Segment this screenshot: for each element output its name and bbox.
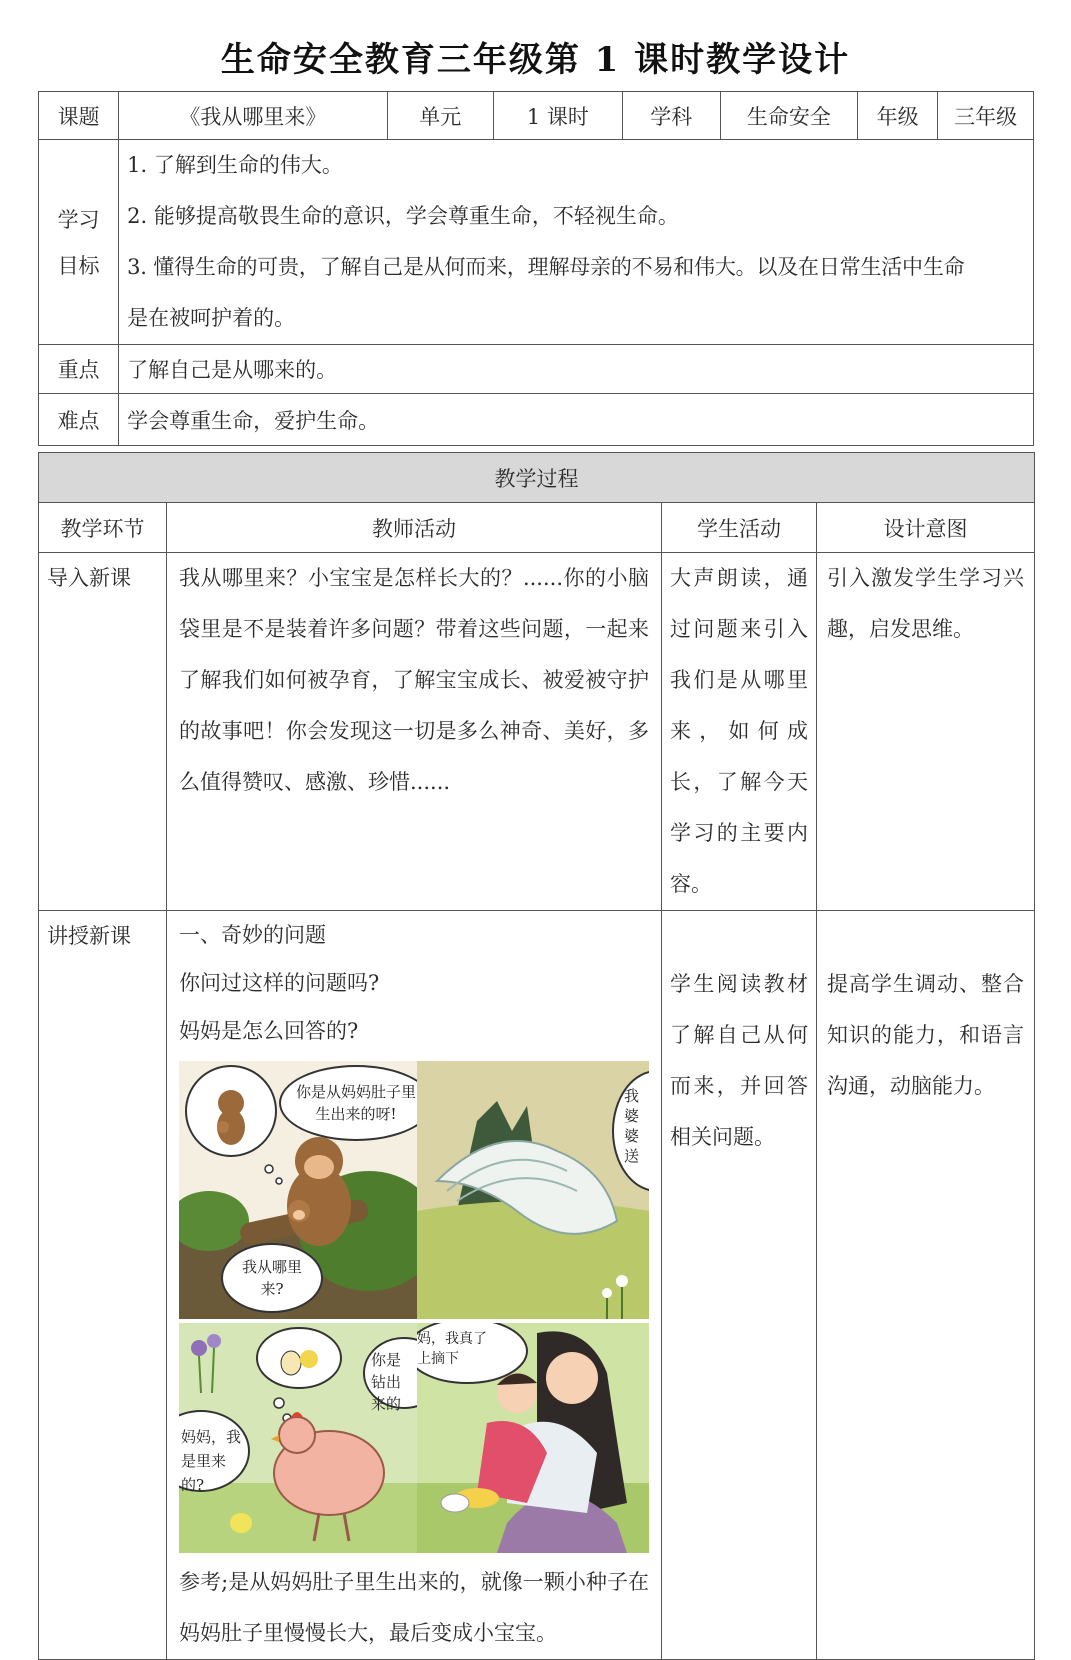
difficulty-value: 学会尊重生命，爱护生命。 xyxy=(119,394,1034,446)
objective-item: 2. 能够提高敬畏生命的意识，学会尊重生命，不轻视生命。 xyxy=(127,204,679,228)
lesson-info-table xyxy=(38,91,1034,446)
difficulty-label: 难点 xyxy=(39,394,119,446)
comic-bubble: 妈妈，我是里来的? xyxy=(181,1428,242,1494)
header-teacher: 教师活动 xyxy=(167,503,662,553)
lesson-question: 你问过这样的问题吗? xyxy=(179,971,380,995)
teaching-process-table xyxy=(38,452,1035,1660)
lesson-heading: 一、奇妙的问题 xyxy=(179,923,326,947)
key-point-value: 了解自己是从哪来的。 xyxy=(119,345,1034,394)
grade-value: 三年级 xyxy=(938,92,1034,140)
intro-teacher: 我从哪里来？小宝宝是怎样长大的？......你的小脑袋里是不是装着许多问题？带着这些问题，一起来了解我们如何被孕育，了解宝宝成长、被爱被守护的故事吧！你会发现这一切是多么神奇、美好，多么值得赞叹、感激、珍惜...... xyxy=(167,553,662,911)
comic-bubble: 你是钻出来的 xyxy=(371,1351,402,1413)
header-intent: 设计意图 xyxy=(817,503,1035,553)
reference-answer: 参考;是从妈妈肚子里生出来的，就像一颗小种子在妈妈肚子里慢慢长大，最后变成小宝宝。 xyxy=(179,1570,649,1645)
unit-value: 1 课时 xyxy=(493,92,622,140)
objective-item: 3. 懂得生命的可贵，了解自己是从何而来，理解母亲的不易和伟大。以及在日常生活中生命 xyxy=(127,255,965,279)
subject-label: 学科 xyxy=(622,92,720,140)
process-title: 教学过程 xyxy=(39,453,1035,503)
topic-value: 《我从哪里来》 xyxy=(119,92,388,140)
comic-strip xyxy=(179,1061,649,1553)
header-student: 学生活动 xyxy=(662,503,817,553)
objectives-label: 学习 目标 xyxy=(39,140,119,345)
lesson-question: 妈妈是怎么回答的? xyxy=(179,1019,359,1043)
intro-student: 大声朗读，通过问题来引入我们是从哪里来，如何成长，了解今天学习的主要内容。 xyxy=(662,553,817,911)
objective-item: 是在被呵护着的。 xyxy=(127,306,296,330)
lesson-student: 学生阅读教材了解自己从何而来，并回答相关问题。 xyxy=(662,911,817,1660)
comic-panel-monkey xyxy=(179,1061,417,1319)
lesson-teacher xyxy=(167,911,662,1660)
comic-bubble: 妈，我真了上摘下 xyxy=(417,1331,487,1367)
topic-label: 课题 xyxy=(39,92,119,140)
objectives-content xyxy=(119,140,1034,345)
page-title: 生命安全教育三年级第 1 课时教学设计 xyxy=(220,40,851,80)
subject-value: 生命安全 xyxy=(720,92,857,140)
comic-panel-stork xyxy=(417,1061,649,1319)
grade-label: 年级 xyxy=(858,92,938,140)
objective-item: 1. 了解到生命的伟大。 xyxy=(127,153,343,177)
unit-label: 单元 xyxy=(387,92,493,140)
comic-bubble: 你是从妈妈肚子里生出来的呀! xyxy=(279,1065,417,1141)
key-point-label: 重点 xyxy=(39,345,119,394)
comic-panel-mother xyxy=(417,1323,649,1553)
comic-panel-hen xyxy=(179,1323,417,1553)
intro-intent: 引入激发学生学习兴趣，启发思维。 xyxy=(817,553,1035,911)
intro-stage: 导入新课 xyxy=(39,553,167,911)
comic-bubble: 我婆婆送 xyxy=(624,1087,640,1165)
header-stage: 教学环节 xyxy=(39,503,167,553)
comic-bubble: 我从哪里来? xyxy=(221,1243,323,1313)
lesson-stage: 讲授新课 xyxy=(39,911,167,1660)
lesson-intent: 提高学生调动、整合知识的能力，和语言沟通，动脑能力。 xyxy=(817,911,1035,1660)
stork-illustration xyxy=(417,1061,649,1319)
